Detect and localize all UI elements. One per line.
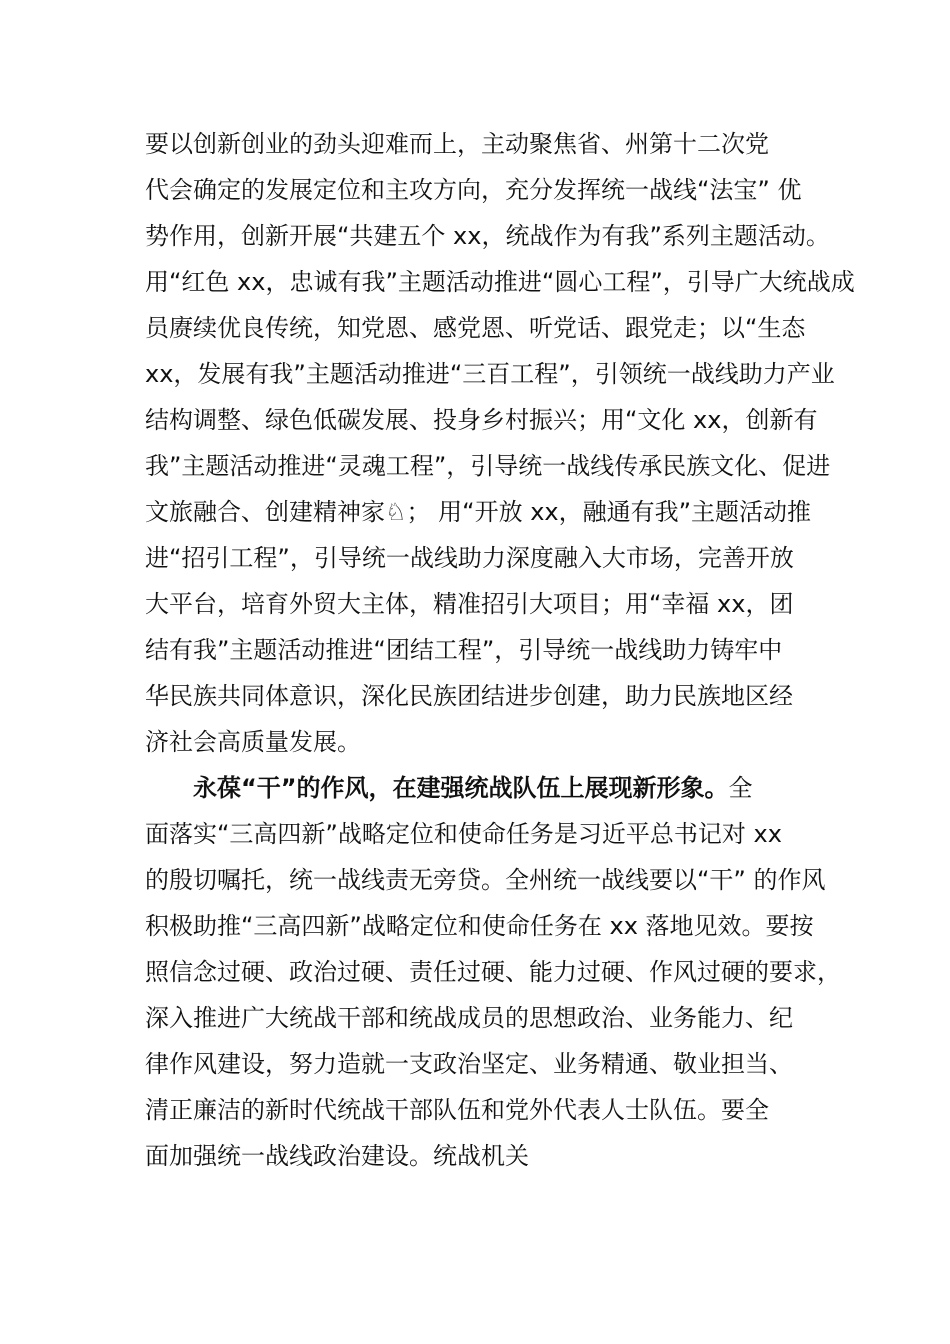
text-line: 面加强统一战线政治建设。统战机关 — [145, 1142, 529, 1170]
text-line: 文旅融合、创建精神家♘； 用“开放 xx，融通有我”主题活动推 — [145, 498, 812, 526]
text-line: 华民族共同体意识，深化民族团结进步创建，助力民族地区经 — [145, 682, 793, 710]
text-line: 我”主题活动推进“灵魂工程”，引导统一战线传承民族文化、促进 — [145, 452, 831, 480]
text-line: 员赓续优良传统，知党恩、感党恩、听党话、跟党走；以“生态 — [145, 314, 806, 342]
text-line: 律作风建设，努力造就一支政治坚定、业务精通、敬业担当、 — [145, 1050, 793, 1078]
text-line: 济社会高质量发展。 — [145, 728, 361, 756]
section-lead-line — [145, 765, 845, 811]
body-text — [145, 121, 855, 1179]
text-line: xx，发展有我”主题活动推进“三百工程”，引领统一战线助力产业 — [145, 360, 835, 388]
text-line: 势作用，创新开展“共建五个 xx，统战作为有我”系列主题活动。 — [145, 222, 830, 250]
section-heading: 永葆“干”的作风，在建强统战队伍上展现新形象。 — [193, 774, 729, 802]
text-line: 的殷切嘱托，统一战线责无旁贷。全州统一战线要以“干” 的作风 — [145, 866, 826, 894]
text-line: 结构调整、绿色低碳发展、投身乡村振兴；用“文化 xx，创新有 — [145, 406, 818, 434]
text-line: 代会确定的发展定位和主攻方向，充分发挥统一战线“法宝” 优 — [145, 176, 802, 204]
text-line: 大平台，培育外贸大主体，精准招引大项目；用“幸福 xx，团 — [145, 590, 794, 618]
text-line: 清正廉洁的新时代统战干部队伍和党外代表人士队伍。要全 — [145, 1096, 769, 1124]
text-line: 照信念过硬、政治过硬、责任过硬、能力过硬、作风过硬的要求， — [145, 958, 841, 986]
section-lead-text: 全 — [728, 774, 753, 802]
text-line: 积极助推“三高四新”战略定位和使命任务在 xx 落地见效。要按 — [145, 912, 814, 940]
text-line: 面落实“三高四新”战略定位和使命任务是习近平总书记对 xx — [145, 820, 782, 848]
text-line: 要以创新创业的劲头迎难而上，主动聚焦省、州第十二次党 — [145, 130, 769, 158]
text-line: 用“红色 xx，忠诚有我”主题活动推进“圆心工程”，引导广大统战成 — [145, 268, 855, 296]
text-line: 结有我”主题活动推进“团结工程”，引导统一战线助力铸牢中 — [145, 636, 783, 664]
text-line: 进“招引工程”，引导统一战线助力深度融入大市场，完善开放 — [145, 544, 794, 572]
text-line: 深入推进广大统战干部和统战成员的思想政治、业务能力、纪 — [145, 1004, 793, 1032]
